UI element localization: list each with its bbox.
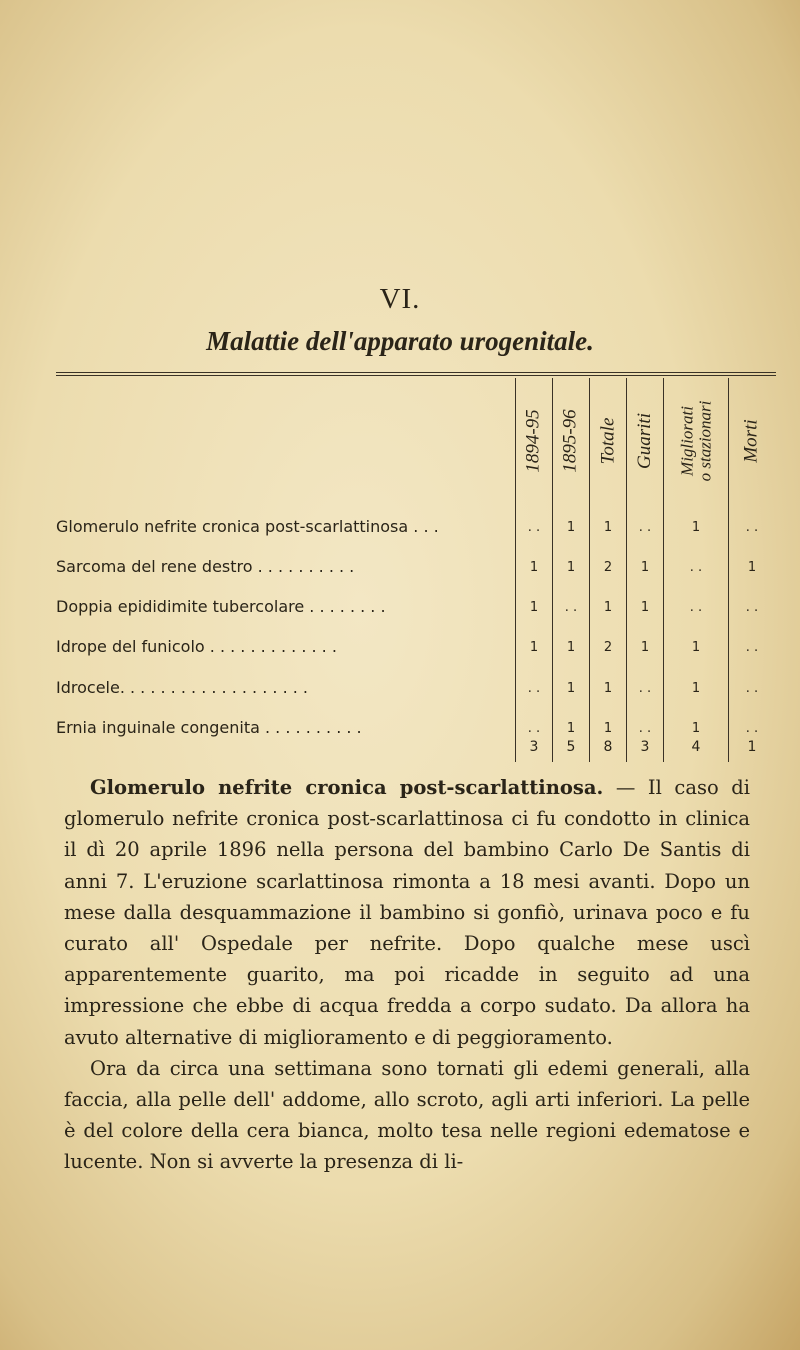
table-total-cell: 8 <box>603 739 613 755</box>
table-cell: 1 <box>529 560 539 575</box>
table-cell: . . <box>527 681 541 696</box>
table-row-label: Glomerulo nefrite cronica post-scarlattinosa . . . <box>56 517 439 536</box>
table-cell: 1 <box>566 520 576 535</box>
table-total-cell: 1 <box>747 739 757 755</box>
table-cell: 1 <box>691 721 701 736</box>
column-header: 1894-95 <box>523 409 545 473</box>
table-cell: . . <box>689 600 703 615</box>
column-header: Migliorati o stazionari <box>677 400 714 482</box>
table-total-cell: 3 <box>529 739 539 755</box>
table-cell: 1 <box>566 721 576 736</box>
table-cell: 1 <box>529 600 539 615</box>
paragraph-1-text: — Il caso di glomerulo nefrite cronica post-scarlattinosa ci fu condotto in clinica il dì 20 aprile 1896 nella persona del bambino Carlo De Santis di anni 7. L'eruzione scarlattinosa rimonta a 18 mesi avanti. Dopo un mese dalla desquammazione il bambino si gonfiò, urinava poco e fu curato all' Ospedale per nefrite. Dopo qualche mese uscì apparentemente guarito, ma poi ricadde in seguito ad una impressione che ebbe di acqua fredda a corpo sudato. Da allora ha avuto alternative di miglioramento e di peggioramento. <box>64 776 751 1049</box>
table-cell: . . <box>745 520 759 535</box>
table-cell: 1 <box>640 600 650 615</box>
table-cell: 1 <box>603 520 613 535</box>
table-total-cell: 5 <box>566 739 576 755</box>
table-row-label: Idrope del funicolo . . . . . . . . . . . . . <box>56 637 337 656</box>
table-cell: . . <box>638 520 652 535</box>
table-cell: 1 <box>691 640 701 655</box>
table-cell: . . <box>527 721 541 736</box>
column-header: 1895-96 <box>560 409 582 473</box>
table-row-label: Sarcoma del rene destro . . . . . . . . . . <box>56 557 355 576</box>
case-heading: Glomerulo nefrite cronica post-scarlattinosa. <box>90 776 604 799</box>
paragraph-2: Ora da circa una settimana sono tornati gli edemi generali, alla faccia, alla pelle dell' addome, allo scroto, agli arti inferiori. La pelle è del colore della cera bianca, molto tesa nelle regioni edematose e lucente. Non si avverte la presenza di li- <box>64 1056 750 1174</box>
table-cell: 1 <box>566 640 576 655</box>
table-cell: 1 <box>691 681 701 696</box>
table-cell: 1 <box>640 640 650 655</box>
table-cell: 1 <box>529 640 539 655</box>
column-header: Morti <box>741 419 762 463</box>
table-cell: . . <box>638 681 652 696</box>
table-row-label: Ernia inguinale congenita . . . . . . . . . . <box>56 718 362 737</box>
body-text <box>64 772 750 1178</box>
table-row-label: Doppia epididimite tubercolare . . . . . . . . <box>56 597 386 616</box>
table-total-cell: 3 <box>640 739 650 755</box>
paragraph-1 <box>64 772 750 1053</box>
table-total-cell: 4 <box>691 739 701 755</box>
section-title: Malattie dell'apparato urogenitale. <box>206 326 594 356</box>
statistics-table <box>56 372 778 762</box>
table-cell: 1 <box>566 560 576 575</box>
table-cell: . . <box>689 560 703 575</box>
table-cell: . . <box>745 721 759 736</box>
table-cell: 2 <box>603 640 613 655</box>
column-header: Guariti <box>634 413 656 469</box>
table-cell: 1 <box>603 681 613 696</box>
table-cell: 1 <box>691 520 701 535</box>
table-cell: 1 <box>603 721 613 736</box>
table-cell: 1 <box>640 560 650 575</box>
table-cell: . . <box>745 681 759 696</box>
table-cell: . . <box>564 600 578 615</box>
table-cell: . . <box>745 640 759 655</box>
table-row-label: Idrocele. . . . . . . . . . . . . . . . . . . <box>56 678 308 697</box>
table-cell: 1 <box>566 681 576 696</box>
table-cell: 1 <box>603 600 613 615</box>
table-cell: . . <box>527 520 541 535</box>
table-cell: 1 <box>747 560 757 575</box>
column-header: Totale <box>597 417 619 465</box>
table-cell: . . <box>745 600 759 615</box>
section-number: VI. <box>379 283 421 315</box>
table-cell: . . <box>638 721 652 736</box>
table-cell: 2 <box>603 560 613 575</box>
